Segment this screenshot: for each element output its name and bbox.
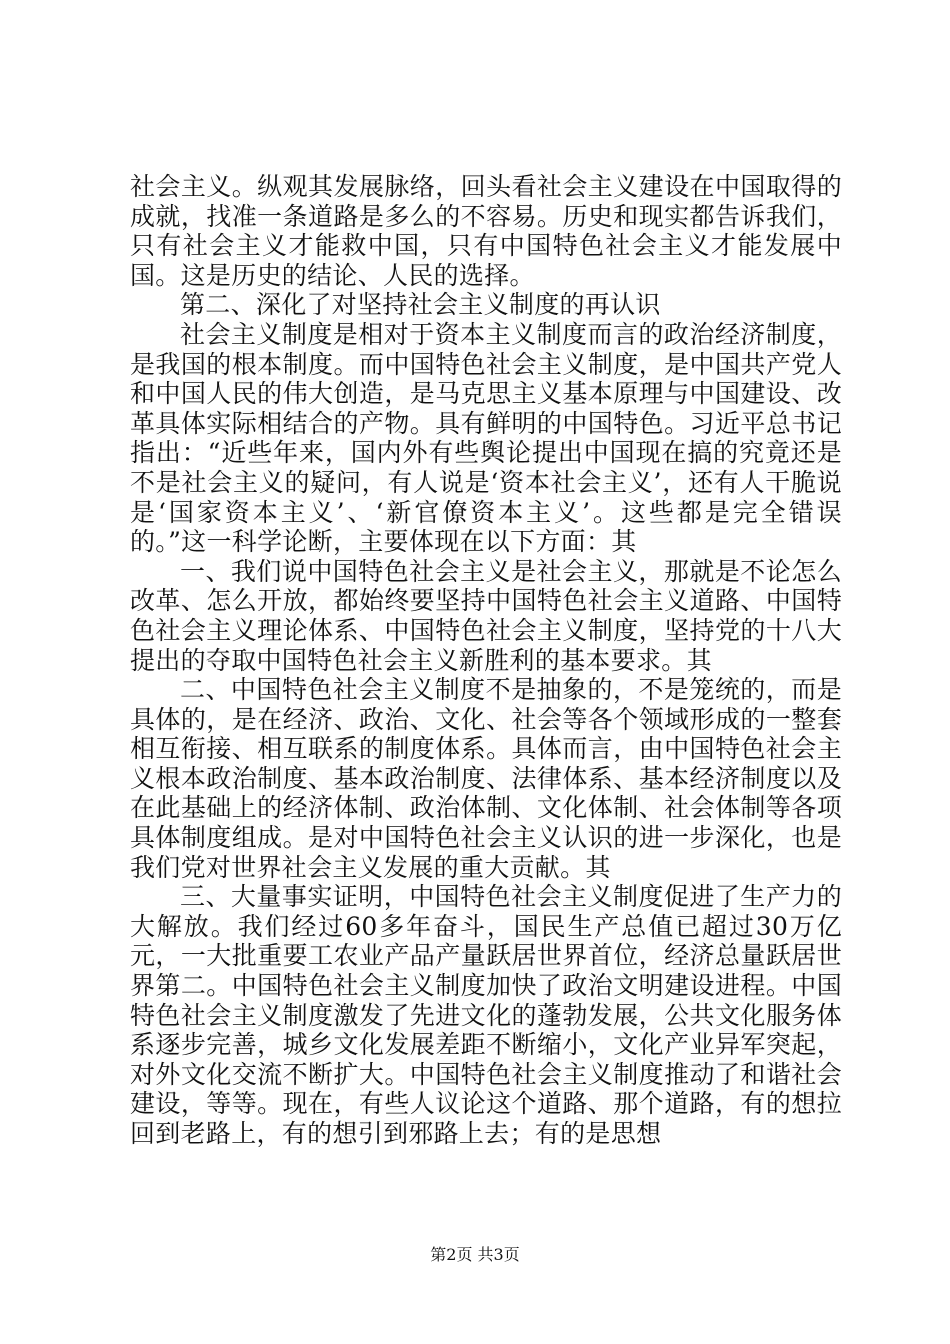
paragraph-1: 社会主义。纵观其发展脉络，回头看社会主义建设在中国取得的成就，找准一条道路是多么的不容易。历史和现实都告诉我们，只有社会主义才能救中国，只有中国特色社会主义才能发展中国。这是历史的结论、人民的选择。 [130, 172, 842, 290]
page-footer: 第2页 共3页 [430, 1245, 520, 1264]
paragraph-4: 一、我们说中国特色社会主义是社会主义，那就是不论怎么改革、怎么开放，都始终要坚持中国特色社会主义道路、中国特色社会主义理论体系、中国特色社会主义制度，坚持党的十八大提出的夺取中国特色社会主义新胜利的基本要求。其 [130, 556, 842, 675]
document-body [130, 172, 842, 1149]
paragraph-5: 二、中国特色社会主义制度不是抽象的，不是笼统的，而是具体的，是在经济、政治、文化、社会等各个领域形成的一整套相互衔接、相互联系的制度体系。具体而言，由中国特色社会主义根本政治制度、基本政治制度、法律体系、基本经济制度以及在此基础上的经济体制、政治体制、文化体制、社会体制等各项具体制度组成。是对中国特色社会主义认识的进一步深化，也是我们党对世界社会主义发展的重大贡献。其 [130, 675, 842, 882]
section-heading-2: 第二、深化了对坚持社会主义制度的再认识 [180, 290, 661, 320]
paragraph-6: 三、大量事实证明，中国特色社会主义制度促进了生产力的大解放。我们经过60多年奋斗，国民生产总值已超过30万亿元，一大批重要工农业产品产量跃居世界首位，经济总量跃居世界第二。中国特色社会主义制度加快了政治文明建设进程。中国特色社会主义制度激发了先进文化的蓬勃发展，公共文化服务体系逐步完善，城乡文化发展差距不断缩小，文化产业异军突起，对外文化交流不断扩大。中国特色社会主义制度推动了和谐社会建设，等等。现在，有些人议论这个道路、那个道路，有的想拉回到老路上，有的想引到邪路上去；有的是思想 [130, 882, 842, 1148]
paragraph-3: 社会主义制度是相对于资本主义制度而言的政治经济制度，是我国的根本制度。而中国特色社会主义制度，是中国共产党人和中国人民的伟大创造，是马克思主义基本原理与中国建设、改革具体实际相结合的产物。具有鲜明的中国特色。习近平总书记指出：“近些年来，国内外有些舆论提出中国现在搞的究竟还是不是社会主义的疑问，有人说是‘资本社会主义’，还有人干脆说是‘国家资本主义’、‘新官僚资本主义’。这些都是完全错误的。”这一科学论断，主要体现在以下方面：其 [130, 319, 842, 557]
